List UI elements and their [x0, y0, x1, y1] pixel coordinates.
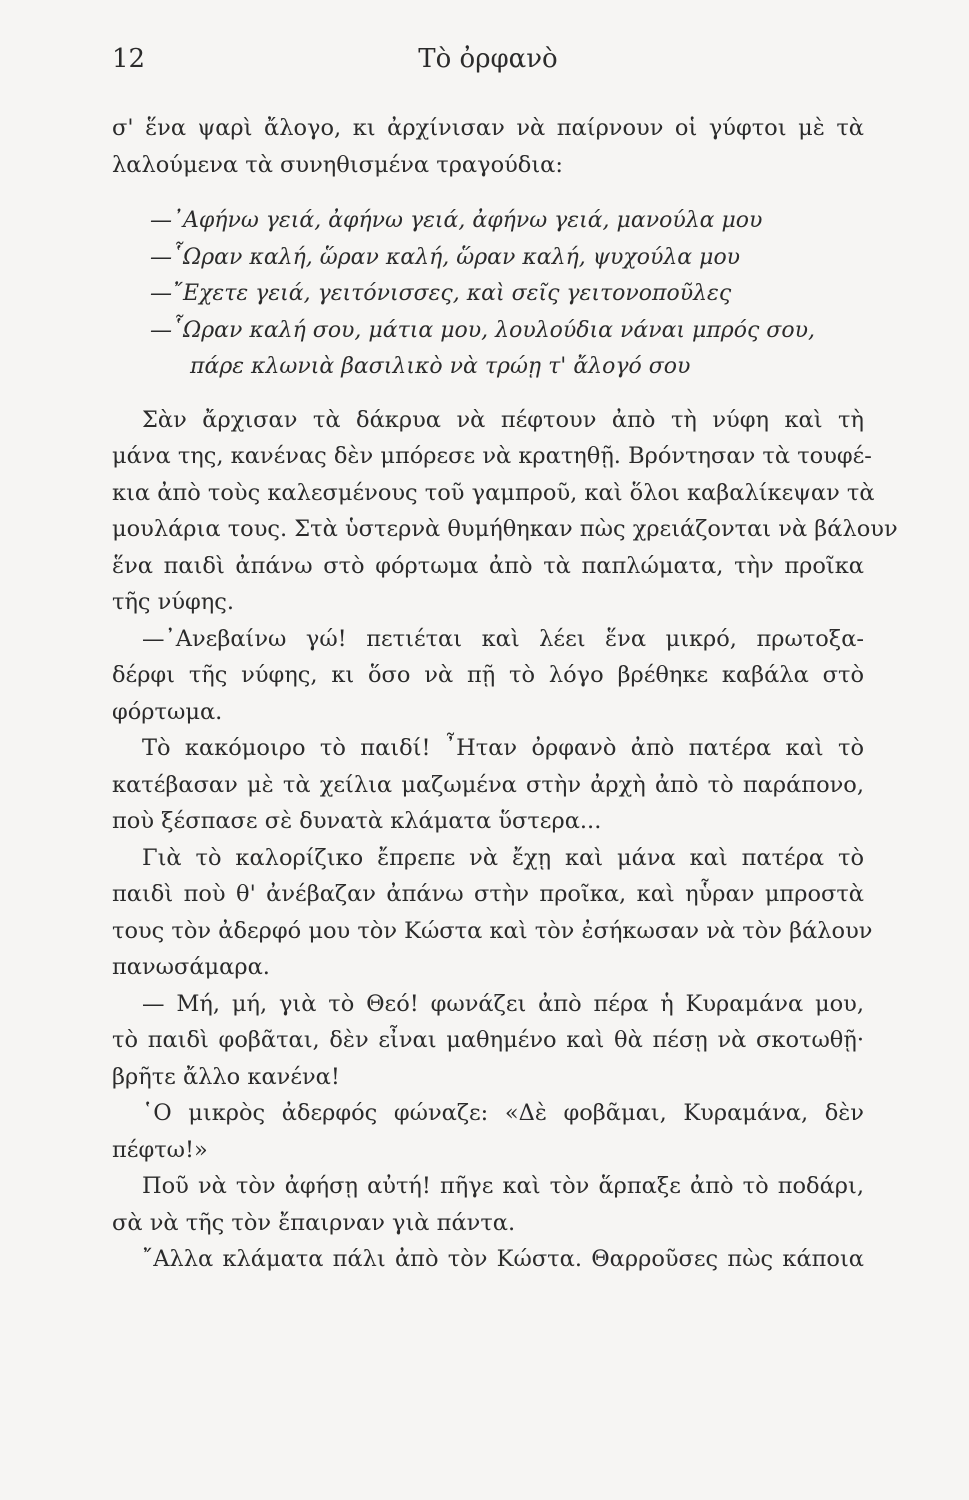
running-title: Τὸ ὀρφανὸ — [418, 44, 558, 74]
text-line: ἕνα παιδὶ ἀπάνω στὸ φόρτωμα ἀπὸ τὰ παπλώματα, τὴν προῖκα — [112, 552, 864, 579]
paragraph — [112, 1168, 864, 1241]
paragraph — [112, 840, 873, 986]
text-line: λαλούμενα τὰ συνηθισμένα τραγούδια: — [112, 151, 563, 178]
text-line: Σὰν ἄρχισαν τὰ δάκρυα νὰ πέφτουν ἀπὸ τὴ νύφη καὶ τὴ — [142, 406, 864, 433]
text-line: Ποῦ νὰ τὸν ἀφήσῃ αὐτή! πῆγε καὶ τὸν ἅρπαξε ἀπὸ τὸ ποδάρι, — [142, 1173, 864, 1199]
verse-line: —῟Ωραν καλή σου, μάτια μου, λουλούδια νάναι μπρός σου, — [150, 317, 815, 343]
verse-line: —῟Ωραν καλή, ὥραν καλή, ὥραν καλή, ψυχούλα μου — [150, 244, 741, 270]
text-line: σὰ νὰ τῆς τὸν ἔπαιρναν γιὰ πάντα. — [112, 1209, 516, 1236]
text-line: βρῆτε ἄλλο κανένα! — [112, 1063, 340, 1090]
text-line: ῎Αλλα κλάματα πάλι ἀπὸ τὸν Κώστα. Θαρροῦσες πὼς κάποια — [142, 1246, 864, 1272]
text-line: μάνα της, κανένας δὲν μπόρεσε νὰ κρατηθῇ. Βρόντησαν τὰ τουφέ- — [112, 443, 872, 469]
text-line: ποὺ ξέσπασε σὲ δυνατὰ κλάματα ὕστερα... — [112, 808, 602, 834]
paragraph — [112, 1241, 864, 1278]
text-line: κατέβασαν μὲ τὰ χείλια μαζωμένα στὴν ἀρχὴ ἀπὸ τὸ παράπονο, — [112, 771, 864, 798]
song-verses — [112, 203, 864, 386]
text-line: μουλάρια τους. Στὰ ὑστερνὰ θυμήθηκαν πὼς χρειάζονται νὰ βάλουν — [112, 516, 898, 542]
page-body — [112, 110, 898, 1278]
text-line: παιδὶ ποὺ θ' ἀνέβαζαν ἀπάνω στὴν προῖκα, καὶ ηὗραν μπροστὰ — [112, 881, 864, 907]
verse-line: —᾽Αφήνω γειά, ἀφήνω γειά, ἀφήνω γειά, μανούλα μου — [150, 208, 763, 233]
paragraph — [112, 1095, 864, 1168]
paragraph — [112, 986, 864, 1096]
text-line: πανωσάμαρα. — [112, 954, 270, 980]
text-line: Τὸ κακόμοιρο τὸ παιδί! ῏Ηταν ὀρφανὸ ἀπὸ πατέρα καὶ τὸ — [142, 735, 864, 761]
paragraph — [112, 730, 864, 840]
page-number: 12 — [112, 44, 146, 74]
verse-line: —῎Εχετε γειά, γειτόνισσες, καὶ σεῖς γειτονοποῦλες — [150, 281, 732, 306]
paragraph — [112, 402, 898, 621]
intro-paragraph — [112, 110, 864, 183]
page-header — [112, 44, 864, 84]
text-line: — Μή, μή, γιὰ τὸ Θεό! φωνάζει ἀπὸ πέρα ἡ Κυραμάνα μου, — [142, 990, 864, 1017]
verse-line: πάρε κλωνιὰ βασιλικὸ νὰ τρώῃ τ' ἄλογό σου — [190, 354, 691, 379]
paragraph — [112, 621, 864, 731]
text-line: πέφτω!» — [112, 1136, 208, 1163]
text-line: —᾽Ανεβαίνω γώ! πετιέται καὶ λέει ἕνα μικρό, πρωτοξα- — [142, 625, 864, 652]
text-line: Γιὰ τὸ καλορίζικο ἔπρεπε νὰ ἔχῃ καὶ μάνα καὶ πατέρα τὸ — [142, 844, 864, 871]
text-line: σ' ἕνα ψαρὶ ἄλογο, κι ἀρχίνισαν νὰ παίρνουν οἱ γύφτοι μὲ τὰ — [112, 115, 864, 141]
text-line: κια ἀπὸ τοὺς καλεσμένους τοῦ γαμπροῦ, καὶ ὅλοι καβαλίκεψαν τὰ — [112, 479, 875, 506]
text-line: τους τὸν ἀδερφό μου τὸν Κώστα καὶ τὸν ἐσήκωσαν νὰ τὸν βάλουν — [112, 917, 873, 944]
text-line: δέρφι τῆς νύφης, κι ὅσο νὰ πῇ τὸ λόγο βρέθηκε καβάλα στὸ — [112, 662, 864, 688]
text-line: τῆς νύφης. — [112, 589, 235, 615]
text-line: φόρτωμα. — [112, 698, 223, 725]
text-line: τὸ παιδὶ φοβᾶται, δὲν εἶναι μαθημένο καὶ θὰ πέσῃ νὰ σκοτωθῇ· — [112, 1027, 864, 1053]
text-line: ῾Ο μικρὸς ἀδερφός φώναζε: «Δὲ φοβᾶμαι, Κυραμάνα, δὲν — [142, 1100, 864, 1126]
